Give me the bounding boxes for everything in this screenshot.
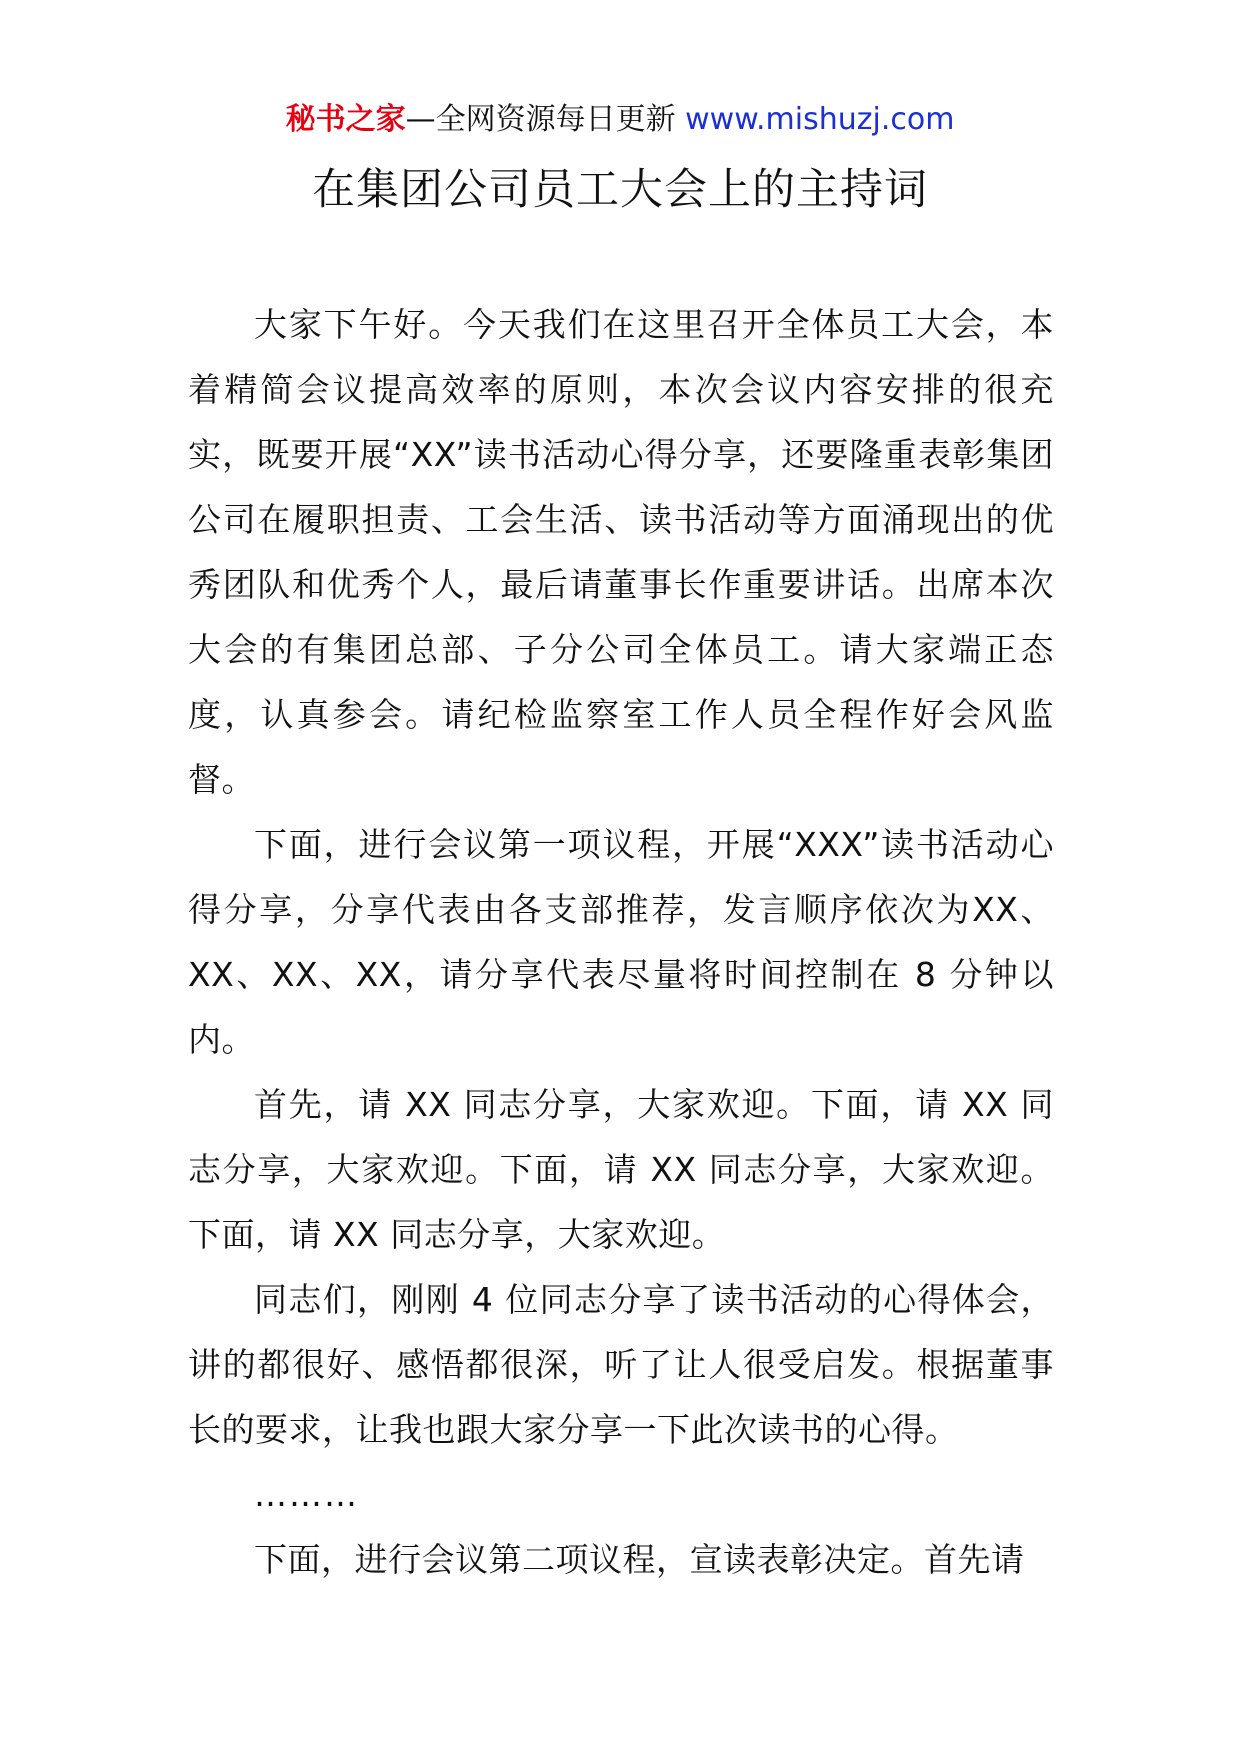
document-body — [188, 292, 1054, 1592]
site-url-link[interactable]: www.mishuzj.com — [685, 102, 955, 137]
document-title: 在集团公司员工大会上的主持词 — [312, 165, 928, 215]
header-tagline: —全网资源每日更新 — [405, 102, 676, 137]
paragraph-opening: 大家下午好。今天我们在这里召开全体员工大会，本着精简会议提高效率的原则，本次会议内容安排的很充实，既要开展“XX”读书活动心得分享，还要隆重表彰集团公司在履职担责、工会生活、读书活动等方面涌现出的优秀团队和优秀个人，最后请董事长作重要讲话。出席本次大会的有集团总部、子分公司全体员工。请大家端正态度，认真参会。请纪检监察室工作人员全程作好会风监督。 — [188, 305, 1054, 799]
paragraph-agenda-one: 下面，进行会议第一项议程，开展“XXX”读书活动心得分享，分享代表由各支部推荐，发言顺序依次为XX、XX、XX、XX，请分享代表尽量将时间控制在 8 分钟以内。 — [188, 825, 1054, 1059]
brand-name: 秘书之家 — [285, 102, 406, 137]
paragraph-agenda-two: 下面，进行会议第二项议程，宣读表彰决定。首先请 — [254, 1540, 1025, 1579]
paragraph-summary: 同志们，刚刚 4 位同志分享了读书活动的心得体会，讲的都很好、感悟都很深，听了让人很受启发。根据董事长的要求，让我也跟大家分享一下此次读书的心得。 — [188, 1280, 1054, 1449]
site-header — [0, 98, 1240, 142]
paragraph-ellipsis: ……… — [254, 1475, 359, 1514]
paragraph-speakers: 首先，请 XX 同志分享，大家欢迎。下面，请 XX 同志分享，大家欢迎。下面，请 XX 同志分享，大家欢迎。下面，请 XX 同志分享，大家欢迎。 — [188, 1085, 1054, 1254]
